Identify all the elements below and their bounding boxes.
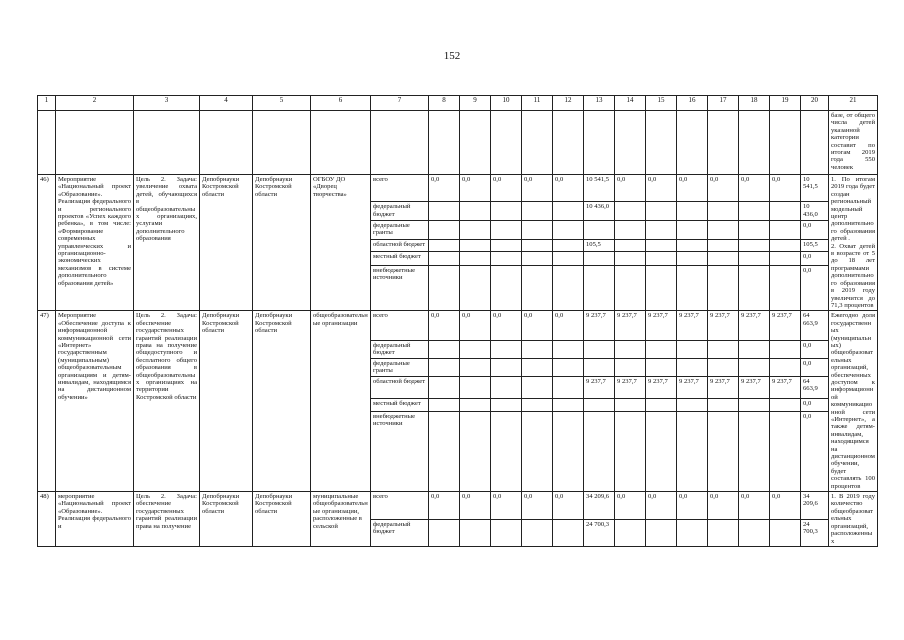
amount-c15: 0,0 [646, 175, 677, 202]
amount-c19 [770, 520, 801, 547]
column-header-10: 10 [491, 96, 522, 111]
funding-source: областной бюджет [371, 239, 429, 252]
amount-c10 [491, 520, 522, 547]
amount-c14: 9 237,7 [615, 311, 646, 340]
amount-c10: 0,0 [491, 175, 522, 202]
amount-c16: 0,0 [677, 175, 708, 202]
funding-source: местный бюджет [371, 252, 429, 266]
amount-c19 [770, 252, 801, 266]
amount-c9 [460, 266, 491, 311]
funding-source: федеральные гранты [371, 358, 429, 376]
amount-c16 [677, 252, 708, 266]
amount-c11 [522, 520, 553, 547]
amount-c19 [770, 221, 801, 240]
amount-c16 [677, 398, 708, 411]
amount-c14 [615, 221, 646, 240]
amount-c13: 9 237,7 [584, 376, 615, 398]
program-table [37, 95, 878, 547]
amount-c10 [491, 221, 522, 240]
amount-c10 [491, 398, 522, 411]
amount-c15 [646, 221, 677, 240]
amount-c15 [646, 239, 677, 252]
amount-c17 [708, 266, 739, 311]
amount-c10 [491, 239, 522, 252]
amount-c20: 0,0 [801, 252, 829, 266]
amount-c16 [677, 221, 708, 240]
amount-c10 [491, 340, 522, 358]
row-number: 48) [38, 492, 56, 547]
amount-c19: 0,0 [770, 492, 801, 520]
amount-c20: 0,0 [801, 340, 829, 358]
amount-c12 [553, 221, 584, 240]
amount-c11 [522, 358, 553, 376]
funding-source: внебюджетные источники [371, 412, 429, 492]
amount-c20: 64 663,9 [801, 376, 829, 398]
amount-c18: 9 237,7 [739, 376, 770, 398]
amount-c20: 10 541,5 [801, 175, 829, 202]
row-number: 47) [38, 311, 56, 492]
funding-source: всего [371, 492, 429, 520]
amount-c9 [460, 520, 491, 547]
amount-c13 [584, 412, 615, 492]
amount-c16: 9 237,7 [677, 311, 708, 340]
amount-c18 [739, 340, 770, 358]
amount-c8 [429, 266, 460, 311]
amount-c15 [646, 358, 677, 376]
amount-c12: 0,0 [553, 175, 584, 202]
amount-c14: 9 237,7 [615, 376, 646, 398]
column-header-17: 17 [708, 96, 739, 111]
funding-source: федеральный бюджет [371, 520, 429, 547]
responsible-executor: Депобрнауки Костромской области [200, 492, 253, 547]
column-header-6: 6 [311, 96, 371, 111]
amount-c20: 34 209,6 [801, 492, 829, 520]
amount-c14 [615, 266, 646, 311]
funds-recipient: общеобразовательные организации [311, 311, 371, 492]
amount-c14 [615, 398, 646, 411]
amount-c14 [615, 412, 646, 492]
amount-c14 [615, 252, 646, 266]
amount-c13 [584, 266, 615, 311]
co-executor: Депобрнауки Костромской области [253, 175, 311, 311]
amount-c20: 105,5 [801, 239, 829, 252]
amount-c15 [646, 202, 677, 221]
column-header-3: 3 [134, 96, 200, 111]
funding-source: федеральные гранты [371, 221, 429, 240]
amount-c19 [770, 266, 801, 311]
page-number: 152 [443, 50, 461, 62]
amount-c18 [739, 239, 770, 252]
amount-c12 [553, 412, 584, 492]
amount-c19 [770, 358, 801, 376]
amount-c14 [615, 239, 646, 252]
amount-c16 [677, 358, 708, 376]
amount-c13 [584, 340, 615, 358]
column-header-12: 12 [553, 96, 584, 111]
amount-c13: 9 237,7 [584, 311, 615, 340]
amount-c20: 0,0 [801, 221, 829, 240]
amount-c15: 9 237,7 [646, 376, 677, 398]
amount-c11 [522, 239, 553, 252]
amount-c18 [739, 266, 770, 311]
table-row [38, 175, 878, 202]
funds-recipient: ОГБОУ ДО «Дворец творчества» [311, 175, 371, 311]
amount-c12 [553, 266, 584, 311]
co-executor: Депобрнауки Костромской области [253, 492, 311, 547]
amount-c16 [677, 520, 708, 547]
amount-c14 [615, 340, 646, 358]
amount-c19 [770, 239, 801, 252]
amount-c12: 0,0 [553, 311, 584, 340]
responsible-executor: Депобрнауки Костромской области [200, 175, 253, 311]
amount-c9 [460, 252, 491, 266]
amount-c8 [429, 412, 460, 492]
amount-c8: 0,0 [429, 175, 460, 202]
amount-c13 [584, 358, 615, 376]
funds-recipient: муниципальные общеобразовательные организации, расположенные в сельской [311, 492, 371, 547]
column-header-13: 13 [584, 96, 615, 111]
amount-c12 [553, 252, 584, 266]
amount-c11 [522, 412, 553, 492]
column-header-16: 16 [677, 96, 708, 111]
amount-c16 [677, 412, 708, 492]
amount-c13: 34 209,6 [584, 492, 615, 520]
amount-c11: 0,0 [522, 175, 553, 202]
amount-c15: 0,0 [646, 492, 677, 520]
column-header-21: 21 [829, 96, 878, 111]
co-executor: Депобрнауки Костромской области [253, 311, 311, 492]
amount-c20: 0,0 [801, 266, 829, 311]
amount-c19 [770, 412, 801, 492]
amount-c17 [708, 252, 739, 266]
amount-c8 [429, 202, 460, 221]
amount-c13: 10 436,0 [584, 202, 615, 221]
amount-c19 [770, 398, 801, 411]
column-header-8: 8 [429, 96, 460, 111]
amount-c20: 10 436,0 [801, 202, 829, 221]
amount-c9: 0,0 [460, 311, 491, 340]
responsible-executor: Депобрнауки Костромской области [200, 311, 253, 492]
funding-source: федеральный бюджет [371, 340, 429, 358]
amount-c17 [708, 202, 739, 221]
amount-c11 [522, 252, 553, 266]
amount-c8 [429, 239, 460, 252]
column-header-18: 18 [739, 96, 770, 111]
amount-c18 [739, 202, 770, 221]
amount-c13: 10 541,5 [584, 175, 615, 202]
event-name: Мероприятие «Обеспечение доступа к информационной коммуникационной сети «Интернет» государственным (муниципальным) общеобразовательным организациям и детям-инвалидам, находящимся на дистанционном обучении» [56, 311, 134, 492]
column-header-1: 1 [38, 96, 56, 111]
amount-c9 [460, 412, 491, 492]
amount-c12 [553, 520, 584, 547]
column-header-20: 20 [801, 96, 829, 111]
amount-c17: 0,0 [708, 175, 739, 202]
amount-c8 [429, 358, 460, 376]
amount-c15: 9 237,7 [646, 311, 677, 340]
amount-c20: 64 663,9 [801, 311, 829, 340]
column-header-row [38, 96, 878, 111]
amount-c11 [522, 202, 553, 221]
expected-result: 1. В 2019 году количество общеобразовательных организаций, расположенных [829, 492, 878, 547]
amount-c15 [646, 412, 677, 492]
amount-c10 [491, 358, 522, 376]
amount-c15 [646, 520, 677, 547]
amount-c12 [553, 340, 584, 358]
funding-source: федеральный бюджет [371, 202, 429, 221]
amount-c18 [739, 398, 770, 411]
table-row [38, 492, 878, 520]
amount-c12 [553, 239, 584, 252]
expected-result: 1. По итогам 2019 года будет создан региональный модельный центр дополнительного образования детей . 2. Охват детей в возрасте от 5 до 18 лет программами дополнительного образования в 2019 году увеличится до 71,3 процентов [829, 175, 878, 311]
amount-c9 [460, 376, 491, 398]
amount-c12 [553, 358, 584, 376]
funding-source: внебюджетные источники [371, 266, 429, 311]
amount-c18: 9 237,7 [739, 311, 770, 340]
amount-c17 [708, 412, 739, 492]
amount-c8 [429, 520, 460, 547]
funding-source: всего [371, 175, 429, 202]
amount-c8 [429, 398, 460, 411]
amount-c18 [739, 358, 770, 376]
funding-source: всего [371, 311, 429, 340]
amount-c10 [491, 412, 522, 492]
continuation-row [38, 111, 878, 175]
expected-result: Ежегодно доля государственных (муниципальных) общеобразовательных организаций, обеспеченных доступом к информационной коммуникационной сети «Интернет», а также детям-инвалидам, находящимся на дистанционном обучении, будет составлять 100 процентов [829, 311, 878, 492]
event-name: Мероприятие «Национальный проект «Образование». Реализация федерального и регионального проектов «Успех каждого ребенка», в том числе: «Формирование современных управленческих и организационно-экономических механизмов в системе дополнительного образования детей» [56, 175, 134, 311]
amount-c8: 0,0 [429, 311, 460, 340]
amount-c9 [460, 202, 491, 221]
amount-c14 [615, 358, 646, 376]
event-name: мероприятие «Национальный проект «Образование». Реализация федерального и [56, 492, 134, 547]
column-header-15: 15 [646, 96, 677, 111]
amount-c11: 0,0 [522, 492, 553, 520]
amount-c13: 105,5 [584, 239, 615, 252]
amount-c16: 0,0 [677, 492, 708, 520]
amount-c10 [491, 252, 522, 266]
amount-c18: 0,0 [739, 175, 770, 202]
column-header-19: 19 [770, 96, 801, 111]
amount-c17 [708, 358, 739, 376]
amount-c10 [491, 266, 522, 311]
amount-c11 [522, 221, 553, 240]
goal-task: Цель 2. Задача: обеспечение государственных гарантий реализации права на получение [134, 492, 200, 547]
amount-c10: 0,0 [491, 492, 522, 520]
amount-c13: 24 700,3 [584, 520, 615, 547]
amount-c17: 9 237,7 [708, 311, 739, 340]
amount-c18 [739, 412, 770, 492]
amount-c17 [708, 239, 739, 252]
amount-c20: 0,0 [801, 412, 829, 492]
amount-c14: 0,0 [615, 492, 646, 520]
column-header-4: 4 [200, 96, 253, 111]
column-header-9: 9 [460, 96, 491, 111]
amount-c15 [646, 266, 677, 311]
amount-c14: 0,0 [615, 175, 646, 202]
amount-c11: 0,0 [522, 311, 553, 340]
amount-c9 [460, 221, 491, 240]
amount-c9: 0,0 [460, 492, 491, 520]
amount-c10: 0,0 [491, 311, 522, 340]
amount-c19: 0,0 [770, 175, 801, 202]
amount-c19 [770, 202, 801, 221]
amount-c13 [584, 398, 615, 411]
amount-c9 [460, 239, 491, 252]
amount-c8 [429, 340, 460, 358]
amount-c17 [708, 520, 739, 547]
amount-c16 [677, 340, 708, 358]
table-row [38, 311, 878, 340]
amount-c19 [770, 340, 801, 358]
amount-c9 [460, 340, 491, 358]
amount-c10 [491, 376, 522, 398]
amount-c9 [460, 398, 491, 411]
funding-source: местный бюджет [371, 398, 429, 411]
amount-c12 [553, 398, 584, 411]
amount-c18 [739, 252, 770, 266]
amount-c17: 0,0 [708, 492, 739, 520]
amount-c8: 0,0 [429, 492, 460, 520]
amount-c17 [708, 221, 739, 240]
amount-c20: 0,0 [801, 398, 829, 411]
amount-c12 [553, 376, 584, 398]
goal-task: Цель 2. Задача: обеспечение государственных гарантий реализации права на получение общедоступного и бесплатного общего образования в общеобразовательных организациях на территории Костромской области [134, 311, 200, 492]
column-header-2: 2 [56, 96, 134, 111]
amount-c15 [646, 398, 677, 411]
amount-c9 [460, 358, 491, 376]
amount-c8 [429, 252, 460, 266]
column-header-5: 5 [253, 96, 311, 111]
amount-c17: 9 237,7 [708, 376, 739, 398]
continuation-result: базе, от общего числа детей указанной категории составит по итогам 2019 года 550 человек [829, 111, 878, 175]
amount-c20: 0,0 [801, 358, 829, 376]
amount-c18: 0,0 [739, 492, 770, 520]
column-header-11: 11 [522, 96, 553, 111]
amount-c17 [708, 340, 739, 358]
amount-c12 [553, 202, 584, 221]
amount-c13 [584, 252, 615, 266]
amount-c8 [429, 376, 460, 398]
amount-c16 [677, 266, 708, 311]
amount-c16: 9 237,7 [677, 376, 708, 398]
funding-source: областной бюджет [371, 376, 429, 398]
amount-c16 [677, 202, 708, 221]
amount-c11 [522, 266, 553, 311]
amount-c10 [491, 202, 522, 221]
amount-c16 [677, 239, 708, 252]
amount-c8 [429, 221, 460, 240]
amount-c11 [522, 376, 553, 398]
amount-c18 [739, 520, 770, 547]
amount-c15 [646, 252, 677, 266]
amount-c9: 0,0 [460, 175, 491, 202]
amount-c12: 0,0 [553, 492, 584, 520]
column-header-7: 7 [371, 96, 429, 111]
column-header-14: 14 [615, 96, 646, 111]
amount-c17 [708, 398, 739, 411]
amount-c13 [584, 221, 615, 240]
amount-c19: 9 237,7 [770, 311, 801, 340]
amount-c18 [739, 221, 770, 240]
amount-c15 [646, 340, 677, 358]
amount-c19: 9 237,7 [770, 376, 801, 398]
goal-task: Цель 2. Задача: увеличение охвата детей, обучающихся в общеобразовательных организациях, услугами дополнительного образования [134, 175, 200, 311]
row-number: 46) [38, 175, 56, 311]
amount-c11 [522, 340, 553, 358]
amount-c20: 24 700,3 [801, 520, 829, 547]
amount-c14 [615, 202, 646, 221]
amount-c11 [522, 398, 553, 411]
amount-c14 [615, 520, 646, 547]
